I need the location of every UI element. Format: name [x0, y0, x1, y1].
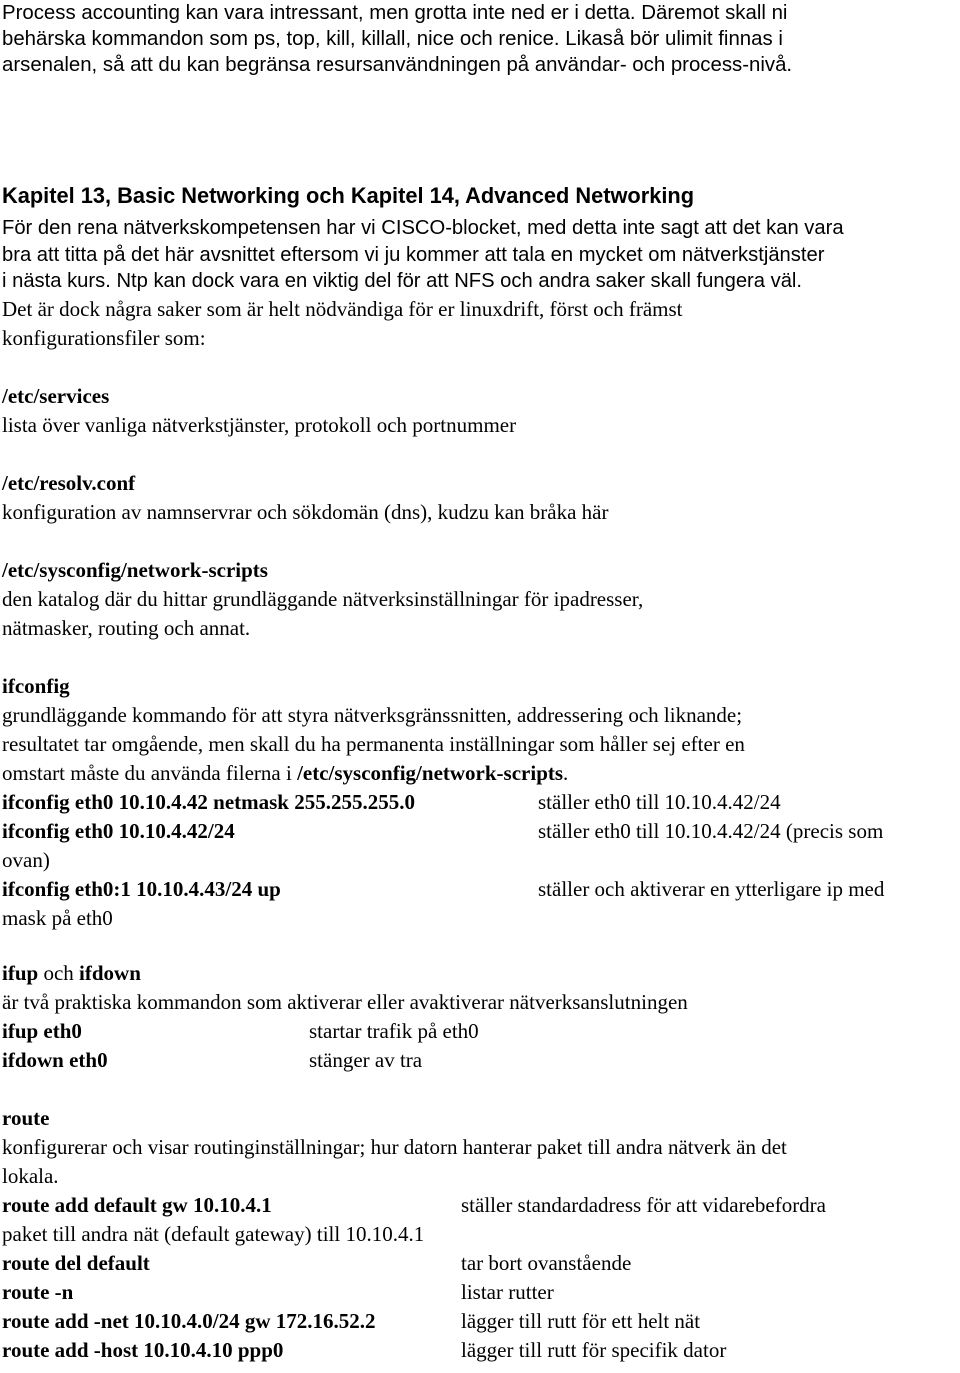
section-desc: lokala.	[2, 1163, 59, 1188]
example-command: route add default gw 10.10.4.1	[2, 1192, 272, 1217]
file-desc: konfiguration av namnservrar och sökdomän (dns), kudzu kan bråka här	[2, 499, 609, 524]
chapter-heading: Kapitel 13, Basic Networking och Kapitel 14, Advanced Networking	[2, 183, 695, 208]
file-desc: nätmasker, routing och annat.	[2, 615, 251, 640]
section-title	[2, 959, 958, 988]
section-desc: konfigurerar och visar routinginställningar; hur datorn hanterar paket till andra nätverk än det	[2, 1134, 787, 1159]
section-desc	[2, 759, 958, 788]
example-row	[2, 1017, 958, 1046]
example-text: lägger till rutt för specifik dator	[461, 1337, 727, 1362]
networking-intro	[2, 215, 958, 295]
example-row	[2, 1307, 958, 1336]
file-desc: lista över vanliga nätverkstjänster, protokoll och portnummer	[2, 412, 517, 437]
title-ifdown: ifdown	[79, 960, 141, 985]
example-continuation: ovan)	[2, 847, 50, 872]
section-desc: är två praktiska kommandon som aktiverar eller avaktiverar nätverksanslutningen	[2, 989, 688, 1014]
example-continuation: mask på eth0	[2, 905, 113, 930]
example-text: ställer eth0 till 10.10.4.42/24	[538, 789, 781, 814]
example-row	[2, 1191, 958, 1220]
example-text: stänger av tra	[309, 1047, 423, 1072]
section-ifconfig	[2, 672, 958, 933]
example-command: route add -host 10.10.4.10 ppp0	[2, 1337, 284, 1362]
intro-text-line: bra att titta på det här avsnittet eftersom vi ju kommer att tala en mycket om nätverkstjänster	[2, 243, 825, 266]
file-entry-network-scripts	[2, 556, 958, 643]
intro-line: arsenalen, så att du kan begränsa resursanvändningen på användar- och process-nivå.	[2, 54, 793, 76]
file-path: /etc/services	[2, 383, 110, 408]
example-text: listar rutter	[461, 1279, 554, 1304]
file-entry-services	[2, 382, 958, 440]
example-row	[2, 1278, 958, 1307]
example-row	[2, 875, 958, 904]
intro-line: Process accounting kan vara intressant, men grotta inte ned er i detta. Däremot skall ni	[2, 2, 788, 24]
config-intro-line: Det är dock några saker som är helt nödvändiga för er linuxdrift, först och främst	[2, 296, 683, 321]
desc-suffix: .	[563, 760, 569, 785]
example-command: route -n	[2, 1279, 74, 1304]
config-intro	[2, 295, 958, 353]
intro-line: behärska kommandon som ps, top, kill, killall, nice och renice. Likaså bör ulimit finnas i	[2, 28, 783, 50]
example-text: ställer standardadress för att vidarebefordra	[461, 1192, 826, 1217]
desc-prefix: omstart måste du använda filerna i	[2, 760, 298, 785]
example-command: route add -net 10.10.4.0/24 gw 172.16.52.2	[2, 1308, 376, 1333]
document-page	[2, 0, 958, 1365]
section-title: route	[2, 1105, 50, 1130]
example-continuation: paket till andra nät (default gateway) till 10.10.4.1	[2, 1221, 425, 1246]
example-text: startar trafik på eth0	[309, 1018, 479, 1043]
file-path: /etc/resolv.conf	[2, 470, 136, 495]
example-text: tar bort ovanstående	[461, 1250, 632, 1275]
desc-path: /etc/sysconfig/network-scripts	[297, 760, 564, 785]
example-command: ifconfig eth0:1 10.10.4.43/24 up	[2, 876, 281, 901]
example-row	[2, 1046, 958, 1075]
intro-text-line: i nästa kurs. Ntp kan dock vara en viktig del för att NFS och andra saker skall fungera väl.	[2, 270, 803, 292]
example-command: ifdown eth0	[2, 1047, 108, 1072]
example-row	[2, 817, 958, 846]
config-intro-line: konfigurationsfiler som:	[2, 325, 206, 350]
section-title: ifconfig	[2, 673, 70, 698]
file-desc: den katalog där du hittar grundläggande nätverksinställningar för ipadresser,	[2, 586, 644, 611]
file-path: /etc/sysconfig/network-scripts	[2, 557, 268, 582]
intro-text-line: För den rena nätverkskompetensen har vi CISCO-blocket, med detta inte sagt att det kan vara	[2, 217, 844, 239]
section-route	[2, 1104, 958, 1365]
section-desc: grundläggande kommando för att styra nätverksgränssnitten, addressering och liknande;	[2, 702, 743, 727]
section-ifup-ifdown	[2, 959, 958, 1075]
intro-paragraph	[2, 0, 958, 78]
example-text: lägger till rutt för ett helt nät	[461, 1308, 701, 1333]
example-row	[2, 1336, 958, 1365]
example-row	[2, 788, 958, 817]
section-desc: resultatet tar omgående, men skall du ha permanenta inställningar som håller sej efter en	[2, 731, 745, 756]
example-command: ifconfig eth0 10.10.4.42 netmask 255.255.255.0	[2, 789, 415, 814]
file-entry-resolv	[2, 469, 958, 527]
example-row	[2, 1249, 958, 1278]
example-command: ifup eth0	[2, 1018, 82, 1043]
title-ifup: ifup	[2, 960, 39, 985]
example-text: ställer och aktiverar en ytterligare ip med	[538, 876, 885, 901]
example-command: route del default	[2, 1250, 150, 1275]
example-text: ställer eth0 till 10.10.4.42/24 (precis som	[538, 818, 884, 843]
example-command: ifconfig eth0 10.10.4.42/24	[2, 818, 235, 843]
title-connector: och	[38, 960, 80, 985]
